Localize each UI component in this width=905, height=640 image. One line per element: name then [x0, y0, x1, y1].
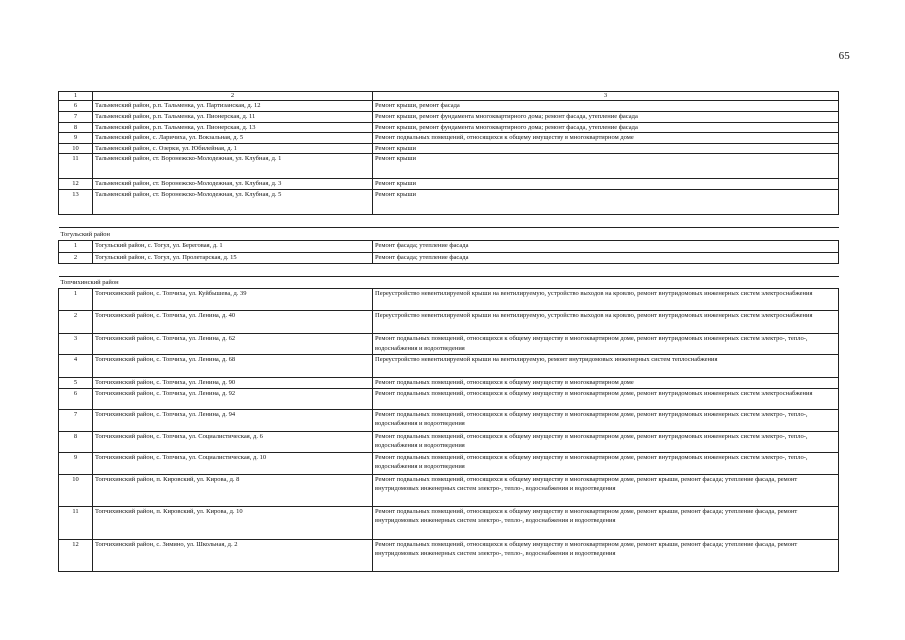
works-cell: Ремонт подвальных помещений, относящихся к общему имуществу в многоквартирном доме, ремонт крыши, ремонт фасада; утепление фасада, ремонт внутридомовых инженерных систем электро-, тепло-, водоснабжения и водоотведения [373, 474, 839, 506]
row-number: 6 [59, 388, 93, 409]
table-row [59, 354, 839, 377]
works-cell: Ремонт подвальных помещений, относящихся к общему имуществу в многоквартирном доме, ремонт внутридомовых инженерных систем электро-, тепло-, водоснабжения и водоотведения [373, 333, 839, 354]
table-row [59, 154, 839, 179]
table-row [59, 409, 839, 431]
row-number: 12 [59, 179, 93, 190]
table-row [59, 377, 839, 388]
address-cell: Тальменский район, р.п. Тальменка, ул. Партизанская, д. 12 [93, 101, 373, 112]
row-number: 7 [59, 409, 93, 431]
row-number: 2 [59, 310, 93, 333]
works-cell: Ремонт крыши [373, 143, 839, 154]
column-header-3: 3 [373, 92, 839, 101]
works-cell: Ремонт крыши [373, 179, 839, 190]
row-number: 9 [59, 133, 93, 144]
address-cell: Тальменский район, ст. Воронежско-Молодежная, ул. Клубная, д. 3 [93, 179, 373, 190]
address-cell: Тогульский район, с. Тогул, ул. Береговая, д. 1 [93, 240, 373, 252]
address-cell: Тальменский район, р.п. Тальменка, ул. Пионерская, д. 13 [93, 122, 373, 133]
address-cell: Топчихинский район, с. Топчиха, ул. Ленина, д. 90 [93, 377, 373, 388]
table-row [59, 112, 839, 123]
row-number: 11 [59, 154, 93, 179]
table-row [59, 189, 839, 214]
works-cell: Ремонт крыши [373, 189, 839, 214]
address-cell: Тальменский район, ст. Воронежско-Молодежная, ул. Клубная, д. 1 [93, 154, 373, 179]
table-row [59, 240, 839, 252]
works-cell: Ремонт крыши, ремонт фасада [373, 101, 839, 112]
row-number: 2 [59, 252, 93, 263]
works-cell: Ремонт подвальных помещений, относящихся к общему имуществу в многоквартирном доме, ремонт внутридомовых инженерных систем электро-, тепло-, водоснабжения и водоотведения [373, 409, 839, 431]
works-cell: Ремонт подвальных помещений, относящихся к общему имуществу в многоквартирном доме [373, 133, 839, 144]
works-cell: Переустройство невентилируемой крыши на вентилируемую, устройство выходов на кровлю, ремонт внутридомовых инженерных систем электроснабжения [373, 288, 839, 310]
page-number: 65 [838, 50, 850, 62]
district-name: Тогульский район [59, 227, 839, 240]
table-row [59, 474, 839, 506]
table-row [59, 388, 839, 409]
works-cell: Ремонт подвальных помещений, относящихся к общему имуществу в многоквартирном доме, ремонт крыши, ремонт фасада; утепление фасада, ремонт внутридомовых инженерных систем электро-, тепло-, водоснабжения и водоотведения [373, 539, 839, 571]
row-number: 1 [59, 288, 93, 310]
works-cell: Ремонт крыши, ремонт фундамента многоквартирного дома; ремонт фасада, утепление фасада [373, 112, 839, 123]
row-number: 12 [59, 539, 93, 571]
works-cell: Ремонт подвальных помещений, относящихся к общему имуществу в многоквартирном доме, ремонт крыши, ремонт фасада; утепление фасада, ремонт внутридомовых инженерных систем электро-, тепло-, водоснабжения и водоотведения [373, 506, 839, 539]
district-header-row [59, 276, 839, 288]
table-row [59, 539, 839, 571]
row-number: 13 [59, 189, 93, 214]
address-cell: Тальменский район, с. Озерки, ул. Юбилейная, д. 1 [93, 143, 373, 154]
address-cell: Топчихинский район, с. Топчиха, ул. Ленина, д. 40 [93, 310, 373, 333]
column-number-row [59, 92, 839, 101]
district-name: Топчихинский район [59, 276, 839, 288]
row-number: 5 [59, 377, 93, 388]
row-number: 9 [59, 452, 93, 474]
address-cell: Топчихинский район, с. Зимино, ул. Школьная, д. 2 [93, 539, 373, 571]
address-cell: Топчихинский район, с. Топчиха, ул. Ленина, д. 68 [93, 354, 373, 377]
group-spacer [59, 214, 839, 227]
district-header-row [59, 227, 839, 240]
row-number: 8 [59, 122, 93, 133]
row-number: 6 [59, 101, 93, 112]
table-row [59, 310, 839, 333]
table-body [59, 92, 839, 572]
works-cell: Ремонт фасада; утепление фасада [373, 252, 839, 263]
address-cell: Топчихинский район, с. Топчиха, ул. Социалистическая, д. 6 [93, 431, 373, 452]
address-cell: Топчихинский район, с. Топчиха, ул. Куйбышева, д. 39 [93, 288, 373, 310]
column-header-1: 1 [59, 92, 93, 101]
address-cell: Тальменский район, с. Ларичиха, ул. Вокзальная, д. 5 [93, 133, 373, 144]
address-cell: Топчихинский район, п. Кировский, ул. Кирова, д. 8 [93, 474, 373, 506]
address-cell: Топчихинский район, с. Топчиха, ул. Ленина, д. 62 [93, 333, 373, 354]
works-cell: Ремонт подвальных помещений, относящихся к общему имуществу в многоквартирном доме [373, 377, 839, 388]
table-row [59, 122, 839, 133]
address-cell: Тальменский район, р.п. Тальменка, ул. Пионерская, д. 11 [93, 112, 373, 123]
row-number: 1 [59, 240, 93, 252]
works-cell: Ремонт подвальных помещений, относящихся к общему имуществу в многоквартирном доме, ремонт внутридомовых инженерных систем электроснабжения [373, 388, 839, 409]
table-row [59, 431, 839, 452]
table-row [59, 133, 839, 144]
table-row [59, 143, 839, 154]
works-cell: Переустройство невентилируемой крыши на вентилируемую, устройство выходов на кровлю, ремонт внутридомовых инженерных систем электроснабжения [373, 310, 839, 333]
address-cell: Топчихинский район, с. Топчиха, ул. Ленина, д. 94 [93, 409, 373, 431]
spacer-cell [59, 214, 839, 227]
works-cell: Ремонт крыши [373, 154, 839, 179]
spacer-cell [59, 263, 839, 276]
row-number: 10 [59, 474, 93, 506]
works-cell: Ремонт крыши, ремонт фундамента многоквартирного дома; ремонт фасада, утепление фасада [373, 122, 839, 133]
row-number: 10 [59, 143, 93, 154]
address-cell: Топчихинский район, п. Кировский, ул. Кирова, д. 10 [93, 506, 373, 539]
table-row [59, 333, 839, 354]
works-cell: Ремонт фасада; утепление фасада [373, 240, 839, 252]
address-cell: Тогульский район, с. Тогул, ул. Пролетарская, д. 15 [93, 252, 373, 263]
column-header-2: 2 [93, 92, 373, 101]
table-row [59, 288, 839, 310]
address-cell: Топчихинский район, с. Топчиха, ул. Социалистическая, д. 10 [93, 452, 373, 474]
row-number: 3 [59, 333, 93, 354]
row-number: 11 [59, 506, 93, 539]
row-number: 7 [59, 112, 93, 123]
address-cell: Тальменский район, ст. Воронежско-Молодежная, ул. Клубная, д. 5 [93, 189, 373, 214]
row-number: 8 [59, 431, 93, 452]
works-cell: Ремонт подвальных помещений, относящихся к общему имуществу в многоквартирном доме, ремонт внутридомовых инженерных систем электро-, тепло-, водоснабжения и водоотведения [373, 431, 839, 452]
table-row [59, 179, 839, 190]
works-cell: Ремонт подвальных помещений, относящихся к общему имуществу в многоквартирном доме, ремонт внутридомовых инженерных систем электро-, тепло-, водоснабжения и водоотведения [373, 452, 839, 474]
table-row [59, 506, 839, 539]
repair-schedule-table [58, 91, 839, 572]
address-cell: Топчихинский район, с. Топчиха, ул. Ленина, д. 92 [93, 388, 373, 409]
row-number: 4 [59, 354, 93, 377]
table-row [59, 101, 839, 112]
works-cell: Переустройство невентилируемой крыши на вентилируемую, ремонт внутридомовых инженерных систем теплоснабжения [373, 354, 839, 377]
table-row [59, 252, 839, 263]
table-row [59, 452, 839, 474]
group-spacer [59, 263, 839, 276]
